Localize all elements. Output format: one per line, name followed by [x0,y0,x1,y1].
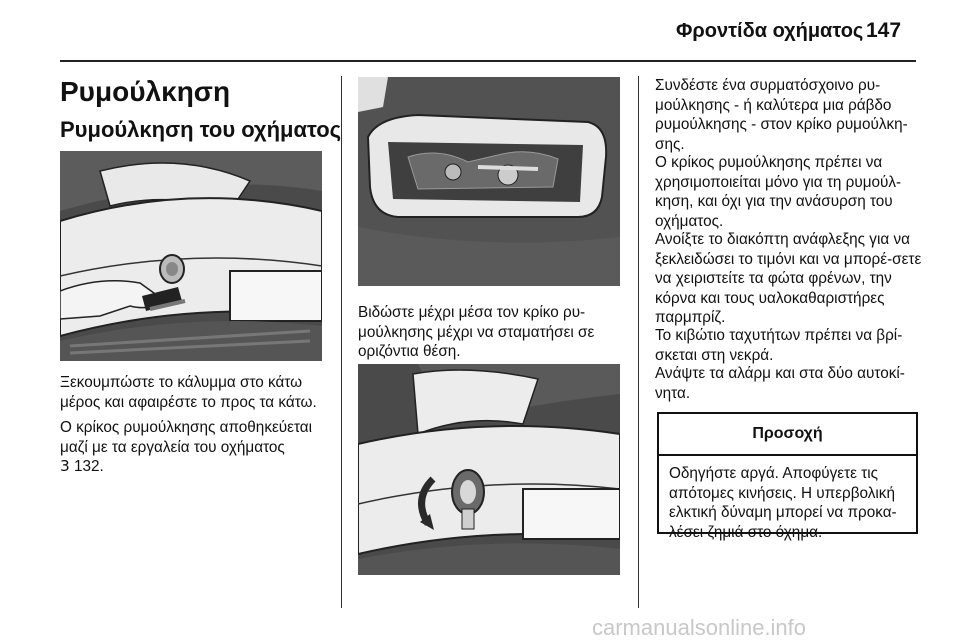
tow-eye-install-illustration [358,364,620,575]
column-divider-1 [341,76,342,608]
section-subtitle: Ρυμούλκηση του οχήματος [60,117,342,142]
column-divider-2 [638,76,639,608]
watermark: carmanualsonline.info [592,615,807,640]
page-header [0,0,960,58]
caution-box [657,412,918,541]
column2-paragraph-1: Βιδώστε μέχρι μέσα τον κρίκο ρυ-μούλκησης μέχρι να σταματήσει σε οριζόντια θέση. [358,304,595,360]
caution-title: Προσοχή [659,414,916,456]
cover-removal-illustration [60,151,322,361]
tow-eye-storage-illustration [358,77,620,286]
column3-paragraph-4: Το κιβώτιο ταχυτήτων πρέπει να βρί-σκεται στη νεκρά. [655,327,903,364]
header-rule [60,60,916,62]
tow-eye-drawing [358,364,620,575]
column1-paragraph-2 [60,418,330,477]
column3-paragraph-1: Συνδέστε ένα συρματόσχοινο ρυ-μούλκησης - ή καλύτερα μια ράβδο ρυμούλκησης - στον κρίκο ρυμούλκη-σης. [655,77,908,153]
bumper-cover-drawing [60,151,322,361]
column1-paragraph-1: Ξεκουμπώστε το κάλυμμα στο κάτω μέρος και αφαιρέστε το προς τα κάτω. [60,374,317,411]
page-reference-arrow-icon: 3 [60,457,70,475]
header-title: Φροντίδα οχήματος [676,20,864,42]
section-title: Ρυμούλκηση [60,76,231,107]
column3-paragraph-5: Ανάψτε τα αλάρμ και στα δύο αυτοκί-νητα. [655,365,905,402]
column3-paragraph-3: Ανοίξτε το διακόπτη ανάφλεξης για να ξεκλειδώσει το τιμόνι και να μπορέ-σετε να χειριστείτε τα φώτα φρένων, την κόρνα και τους υαλοκαθαριστήρες παρμπρίζ. [655,231,922,326]
page-reference: 132. [73,458,104,475]
caution-text: Οδηγήστε αργά. Αποφύγετε τις απότομες κινήσεις. Η υπερβολική ελκτική δύναμη μπορεί να προκα-λέσει ζημιά στο όχημα. [669,465,897,541]
page-number: 147 [866,19,902,42]
storage-text: Ο κρίκος ρυμούλκησης αποθηκεύεται μαζί με τα εργαλεία του οχήματος [60,419,313,456]
column3-paragraph-2: Ο κρίκος ρυμούλκησης πρέπει να χρησιμοποιείται μόνο για τη ρυμούλ-κηση, και όχι για την ανάσυρση του οχήματος. [655,154,902,230]
storage-compartment-drawing [358,77,620,286]
